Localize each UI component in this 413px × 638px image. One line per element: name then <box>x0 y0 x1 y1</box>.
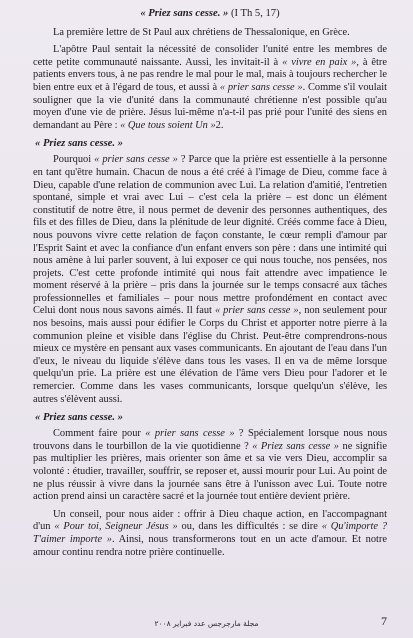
paragraph-1 <box>33 44 387 132</box>
text: ? Parce que la prière est essentielle à la personne en tant qu'être humain. Chacun de nous a été créé à l'image de Dieu, comme face à Dieu, capable d'une relation de communion avec Lui. La relation d'amitié, l'entretien spontané, simple et vrai avec Lui – c'est cela la prière – est donc un élément constitutif de notre être, il nous permet de devenir des personnes authentiques, des fils et des filles de Dieu, dans la plénitude de leur dignité. Créés comme face à Dieu, nous pouvons vivre cette relation de façon constante, le cœur rempli d'amour par l'Esprit Saint et avec la confiance d'un enfant envers son père : dans une intimité qui nous amène à lui parler souvent, à lui exposer ce qui nous touche, nos pensées, nos projets. C'est cette profonde intimité qui nous fait attendre avec impatience le moment réservé à la prière – pris dans la journée sur le temps consacré aux tâches professionnelles et familiales – pour nous mettre profondément en contact avec Celui dont nous nous savons aimés. Il faut <box>33 154 387 317</box>
quote: « prier sans cesse » <box>219 81 303 93</box>
text: ne signifie pas multiplier les prières, mais orienter son âme et sa vie vers Dieu, accomplir sa volonté : étudier, travailler, souffrir, se reposer et, aussi mourir pour Lui. Au point de ne plus réussir à vivre dans la journée sans être à l'unisson avec Lui. Toute notre action prend ainsi un caractère sacré et la journée tout entière devient prière. <box>33 440 388 503</box>
footnote-ref: 2. <box>215 119 224 131</box>
quote: « Pour toi, Seigneur Jésus » <box>54 521 178 533</box>
title-quote: « Priez sans cesse. » <box>140 8 229 19</box>
text: Un conseil, pour nous aider : offrir à Dieu chaque action, en l'accompagnant d'un <box>33 508 387 533</box>
text: , non seulement pour nos besoins, mais aussi pour édifier le Corps du Christ et apporter notre pierre à la communion pleine et visible dans l'église du Christ. Peut-être comprendrons-nous mieux ce mystère en pensant aux vases communicants. En ajoutant de l'eau dans l'un d'eux, le niveau du liquide s'élève dans tous les vases. Il en va de même lorsque quelqu'un prie. La prière est une élévation de l'âme vers Dieu pour l'adorer et le remercier. Comme dans les vases communicants, lorsque quelqu'un s'élève, les autres s'élèvent aussi. <box>33 305 387 405</box>
quote: « Que tous soient Un » <box>120 119 216 131</box>
text: L'apôtre Paul sentait la nécessité de consolider l'unité entre les membres de cette petite communauté naissante. Aussi, les invitait-il à <box>33 44 387 68</box>
text: . Comme s'il voulait souligner que la vie d'unité dans la communauté chrétienne n'est possible qu'au moyen d'une vie de prière. Jésus lui-même n'a-t-il pas prié pour l'unité des siens en demandant au Père : <box>33 81 387 131</box>
paragraph-4 <box>33 509 387 559</box>
paragraph-2 <box>33 154 387 406</box>
page-footer <box>0 614 413 632</box>
quote: « prier sans cesse » <box>94 154 178 166</box>
quote: « vivre en paix » <box>282 56 357 68</box>
page-title <box>33 8 387 21</box>
paragraph-3 <box>33 428 387 504</box>
text: ? Spécialement lorsque nous nous trouvons dans le tourbillon de la vie quotidienne ? <box>33 428 387 452</box>
text: ou, dans les difficultés : se dire <box>177 521 322 533</box>
text: Pourquoi <box>53 154 95 166</box>
text: , à être patients envers tous, à ne pas rendre le mal pour le mal, mais à toujours rechercher le bien entre eux et à l'égard de tous, et aussi à <box>33 56 387 93</box>
footer-publication: مجلة مارجرجس عدد فبراير ٢٠٠٨ <box>154 619 259 628</box>
page-number: 7 <box>381 614 387 628</box>
text: Comment faire pour <box>53 428 146 440</box>
text: . Ainsi, nous transformerons tout en un acte d'amour. Et notre amour continu rendra notre prière continuelle. <box>33 533 387 558</box>
quote: « Priez sans cesse » <box>252 440 339 452</box>
section-heading-1: « Priez sans cesse. » <box>35 138 123 150</box>
title-reference: (I Th 5, 17) <box>228 8 280 19</box>
quote: « prier sans cesse » <box>214 305 299 317</box>
intro-paragraph: La première lettre de St Paul aux chrétiens de Thessalonique, en Grèce. <box>53 26 350 38</box>
section-heading-2: « Priez sans cesse. » <box>35 412 123 424</box>
quote: « Qu'importe ? T'aimer importe » <box>33 521 388 545</box>
quote: « prier sans cesse » <box>145 428 235 440</box>
